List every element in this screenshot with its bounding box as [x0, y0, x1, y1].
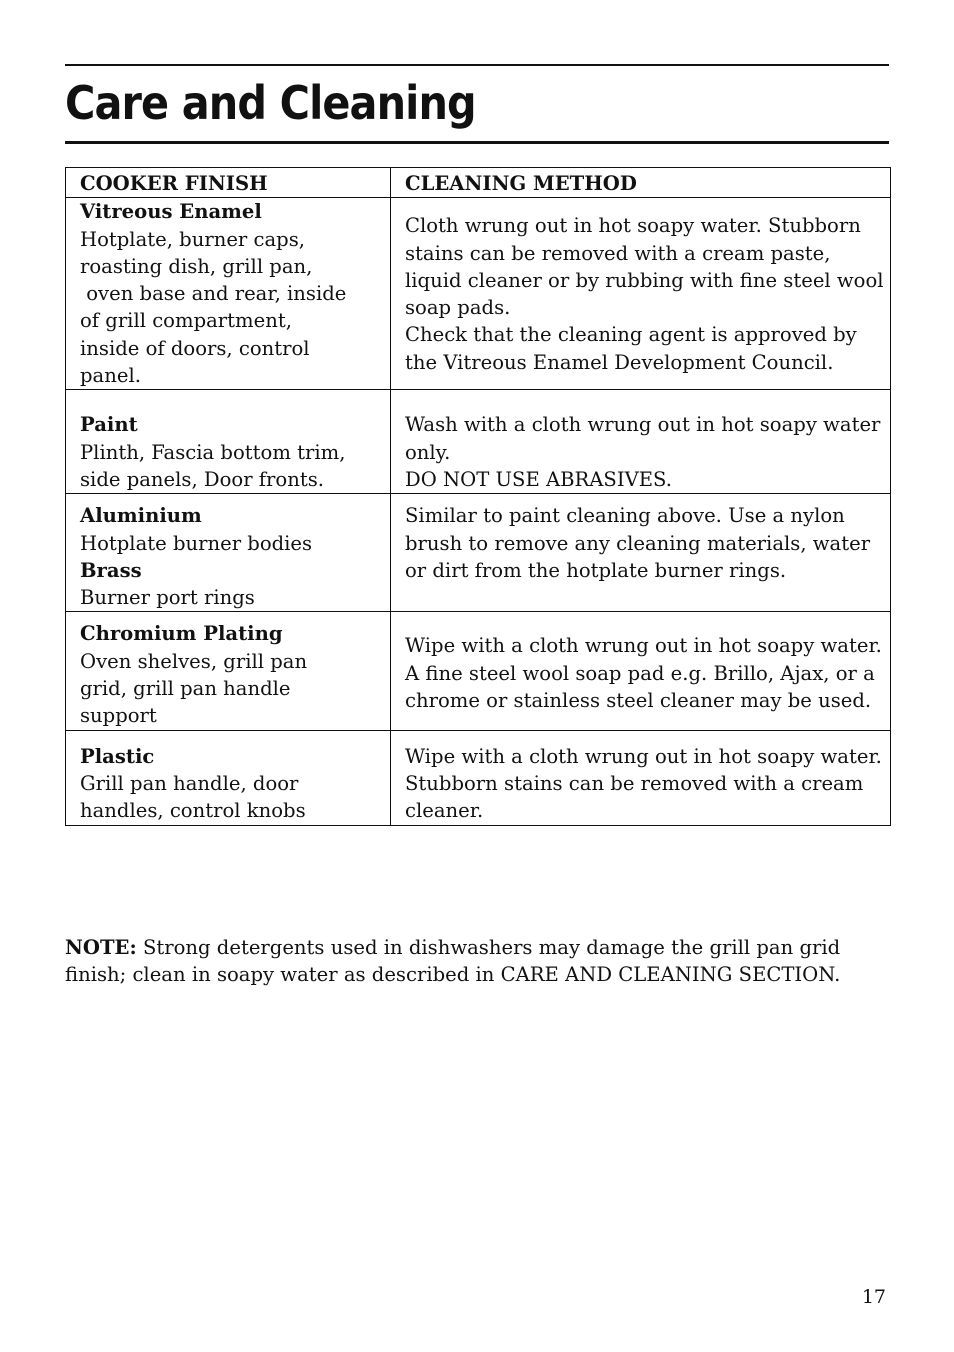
method-line: A fine steel wool soap pad e.g. Brillo, Ajax, or a	[405, 661, 875, 685]
page-title: Care and Cleaning	[65, 76, 476, 130]
method-line: stains can be removed with a cream paste,	[405, 241, 831, 265]
finish-line: handles, control knobs	[80, 799, 306, 823]
method-line: the Vitreous Enamel Development Council.	[405, 350, 834, 374]
table-row	[66, 390, 891, 494]
method-line: cleaner.	[405, 799, 484, 823]
finish-title: Chromium Plating	[80, 622, 283, 646]
finish-line: oven base and rear, inside	[80, 282, 347, 306]
method-line: liquid cleaner or by rubbing with fine steel wool	[405, 268, 884, 292]
cleaning-table	[65, 167, 891, 826]
finish-line: Grill pan handle, door	[80, 771, 299, 795]
method-line: soap pads.	[405, 296, 511, 320]
method-cell	[391, 730, 891, 825]
table-header-row	[66, 168, 891, 198]
page-number: 17	[861, 1286, 886, 1308]
finish-line: Burner port rings	[80, 586, 255, 610]
table-row	[66, 612, 891, 730]
title-bottom-rule	[65, 141, 889, 144]
method-line: Check that the cleaning agent is approved by	[405, 323, 857, 347]
finish-line: Hotplate, burner caps,	[80, 227, 305, 251]
note-text: Strong detergents used in dishwashers may damage the grill pan grid finish; clean in soapy water as described in CARE AND CLEANING SECTION.	[65, 936, 841, 987]
finish-line: panel.	[80, 364, 141, 388]
finish-line: roasting dish, grill pan,	[80, 254, 313, 278]
method-line: only.	[405, 440, 451, 464]
finish-cell	[66, 390, 391, 494]
method-cell	[391, 198, 891, 390]
method-line: chrome or stainless steel cleaner may be used.	[405, 689, 872, 713]
finish-line: Hotplate burner bodies	[80, 531, 313, 555]
table-row	[66, 494, 891, 612]
header-cooker-finish: COOKER FINISH	[66, 168, 391, 198]
finish-title: Vitreous Enamel	[80, 200, 262, 224]
finish-line: side panels, Door fronts.	[80, 467, 324, 491]
note-paragraph	[65, 934, 895, 989]
table-row	[66, 730, 891, 825]
table-row	[66, 198, 891, 390]
finish-line: inside of doors, control	[80, 336, 310, 360]
method-line: DO NOT USE ABRASIVES.	[405, 467, 672, 491]
header-cleaning-method: CLEANING METHOD	[391, 168, 891, 198]
method-line: Wipe with a cloth wrung out in hot soapy water.	[405, 744, 882, 768]
method-line: brush to remove any cleaning materials, water	[405, 531, 871, 555]
method-line: Stubborn stains can be removed with a cream	[405, 771, 864, 795]
finish-line: grid, grill pan handle	[80, 677, 291, 701]
finish-cell	[66, 612, 391, 730]
method-line: Wash with a cloth wrung out in hot soapy water	[405, 413, 881, 437]
note-label: NOTE:	[65, 936, 137, 959]
method-line: Cloth wrung out in hot soapy water. Stubborn	[405, 214, 861, 238]
method-line: Wipe with a cloth wrung out in hot soapy water.	[405, 634, 882, 658]
method-cell	[391, 390, 891, 494]
finish-line: support	[80, 704, 157, 728]
finish-title: Aluminium	[80, 504, 202, 528]
finish-title: Brass	[80, 558, 142, 582]
finish-cell	[66, 494, 391, 612]
finish-title: Plastic	[80, 744, 155, 768]
finish-line: Plinth, Fascia bottom trim,	[80, 440, 346, 464]
method-line: or dirt from the hotplate burner rings.	[405, 558, 787, 582]
method-cell	[391, 494, 891, 612]
title-top-rule	[65, 64, 889, 66]
method-line: Similar to paint cleaning above. Use a nylon	[405, 504, 845, 528]
finish-cell	[66, 198, 391, 390]
finish-line: Oven shelves, grill pan	[80, 649, 308, 673]
finish-cell	[66, 730, 391, 825]
finish-line: of grill compartment,	[80, 309, 292, 333]
method-cell	[391, 612, 891, 730]
finish-title: Paint	[80, 413, 138, 437]
